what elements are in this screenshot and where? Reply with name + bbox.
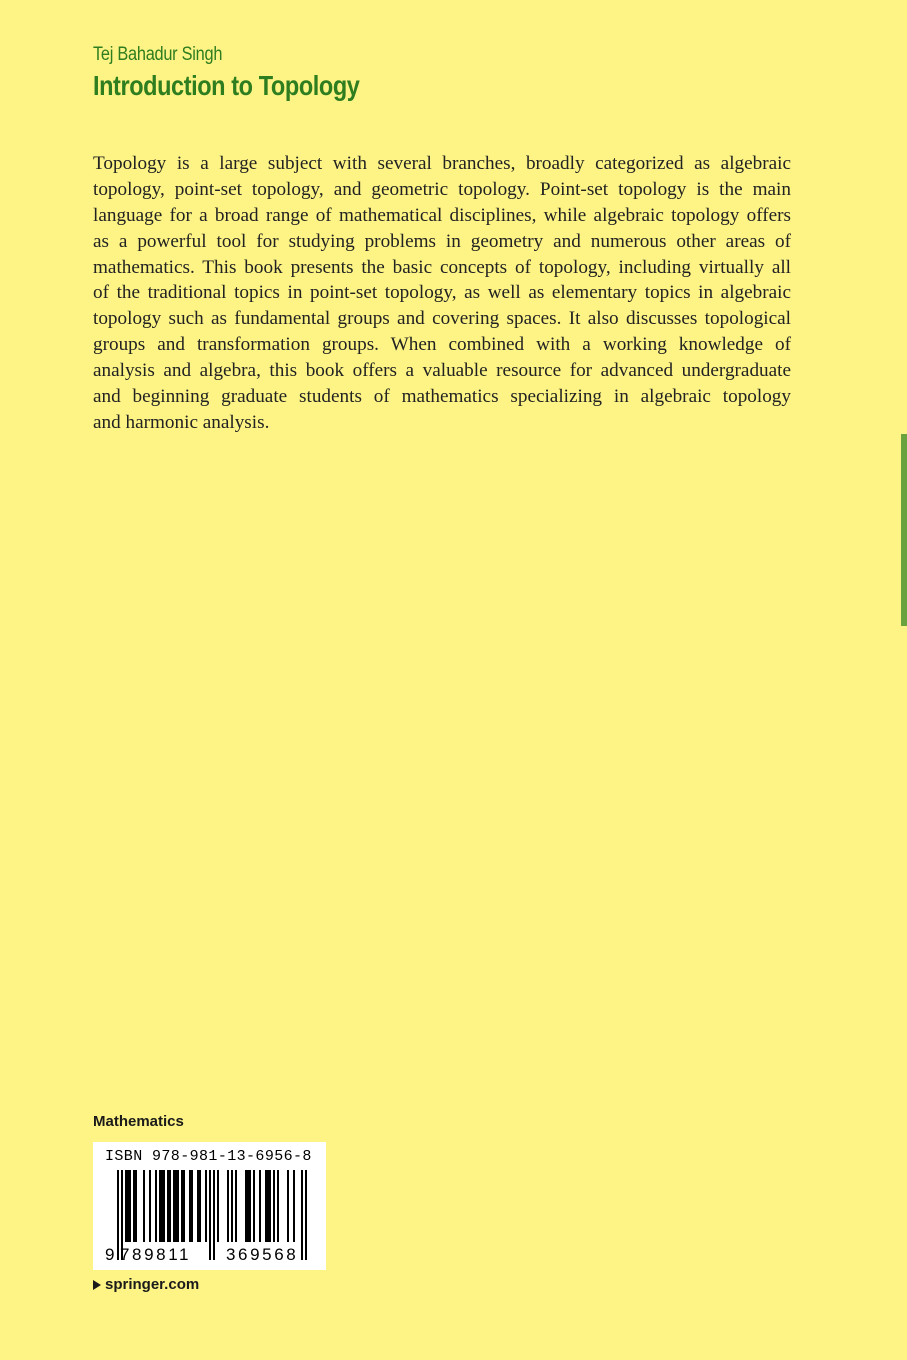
- barcode-bar: [269, 1170, 271, 1242]
- barcode-bar: [125, 1170, 127, 1242]
- barcode-bar: [197, 1170, 199, 1242]
- barcode-bar: [149, 1170, 151, 1242]
- barcode-bar: [161, 1170, 163, 1242]
- barcode-bar: [155, 1170, 157, 1242]
- description-line: of the traditional topics in point-set topology, as well as elementary topics in algebraic: [93, 282, 791, 304]
- barcode-bar: [191, 1170, 193, 1242]
- description-line: groups and transformation groups. When combined with a working knowledge of: [93, 334, 791, 356]
- author-name: Tej Bahadur Singh: [93, 44, 223, 65]
- side-color-tab: [901, 434, 907, 626]
- barcode-bar: [135, 1170, 137, 1242]
- description-line: and beginning graduate students of mathematics specializing in algebraic topology: [93, 386, 791, 408]
- barcode-bar: [273, 1170, 275, 1242]
- barcode-bar: [259, 1170, 261, 1242]
- barcode-bar: [129, 1170, 131, 1242]
- barcode-lead-digit: 9: [105, 1245, 115, 1264]
- barcode-bar: [267, 1170, 269, 1242]
- barcode-bar: [253, 1170, 255, 1242]
- barcode-bar: [167, 1170, 169, 1242]
- description-line: as a powerful tool for studying problems in geometry and numerous other areas of: [93, 230, 791, 252]
- barcode-left-digits: 789811: [120, 1245, 192, 1264]
- publisher-url: springer.com: [105, 1276, 200, 1293]
- book-title: Introduction to Topology: [93, 70, 360, 101]
- barcode-bar: [235, 1170, 237, 1242]
- description-line: Topology is a large subject with several branches, broadly categorized as algebraic: [93, 153, 791, 174]
- arrow-right-icon: [93, 1280, 101, 1290]
- barcode-bar: [277, 1170, 279, 1242]
- publisher-link[interactable]: [93, 1276, 199, 1293]
- barcode-bar: [265, 1170, 267, 1242]
- barcode-bar: [169, 1170, 171, 1242]
- description-line: language for a broad range of mathematical disciplines, while algebraic topology offers: [93, 204, 791, 226]
- barcode-panel: [93, 1142, 326, 1270]
- barcode-bar: [287, 1170, 289, 1242]
- barcode-bar: [163, 1170, 165, 1242]
- barcode-bar: [159, 1170, 161, 1242]
- barcode-bar: [181, 1170, 183, 1242]
- description-line: topology, point-set topology, and geometric topology. Point-set topology is the main: [93, 178, 791, 200]
- barcode-bar: [217, 1170, 219, 1242]
- description-line: topology such as fundamental groups and covering spaces. It also discusses topological: [93, 308, 791, 330]
- barcode-bar: [133, 1170, 135, 1242]
- barcode-bar: [205, 1170, 207, 1242]
- barcode-bar: [189, 1170, 191, 1242]
- barcode-bar: [293, 1170, 295, 1242]
- barcode-right-digits: 369568: [226, 1245, 299, 1264]
- barcode-bar: [245, 1170, 247, 1242]
- barcode-digits: [93, 1245, 326, 1267]
- barcode-bar: [249, 1170, 251, 1242]
- barcode-bar: [231, 1170, 233, 1242]
- barcode-bar: [143, 1170, 145, 1242]
- isbn-label: ISBN 978-981-13-6956-8: [105, 1148, 312, 1165]
- description-line: analysis and algebra, this book offers a valuable resource for advanced undergraduate: [93, 360, 791, 382]
- barcode-bar: [127, 1170, 129, 1242]
- description-line: and harmonic analysis.: [93, 411, 270, 433]
- barcode-bar: [199, 1170, 201, 1242]
- description-line: mathematics. This book presents the basic concepts of topology, including virtually all: [93, 256, 791, 278]
- barcode-bar: [177, 1170, 179, 1242]
- barcode-bar: [175, 1170, 177, 1242]
- barcode-bar: [247, 1170, 249, 1242]
- book-description: [93, 151, 791, 436]
- subject-category: Mathematics: [93, 1113, 184, 1130]
- barcode-bar: [227, 1170, 229, 1242]
- barcode-bar: [183, 1170, 185, 1242]
- barcode-bar: [173, 1170, 175, 1242]
